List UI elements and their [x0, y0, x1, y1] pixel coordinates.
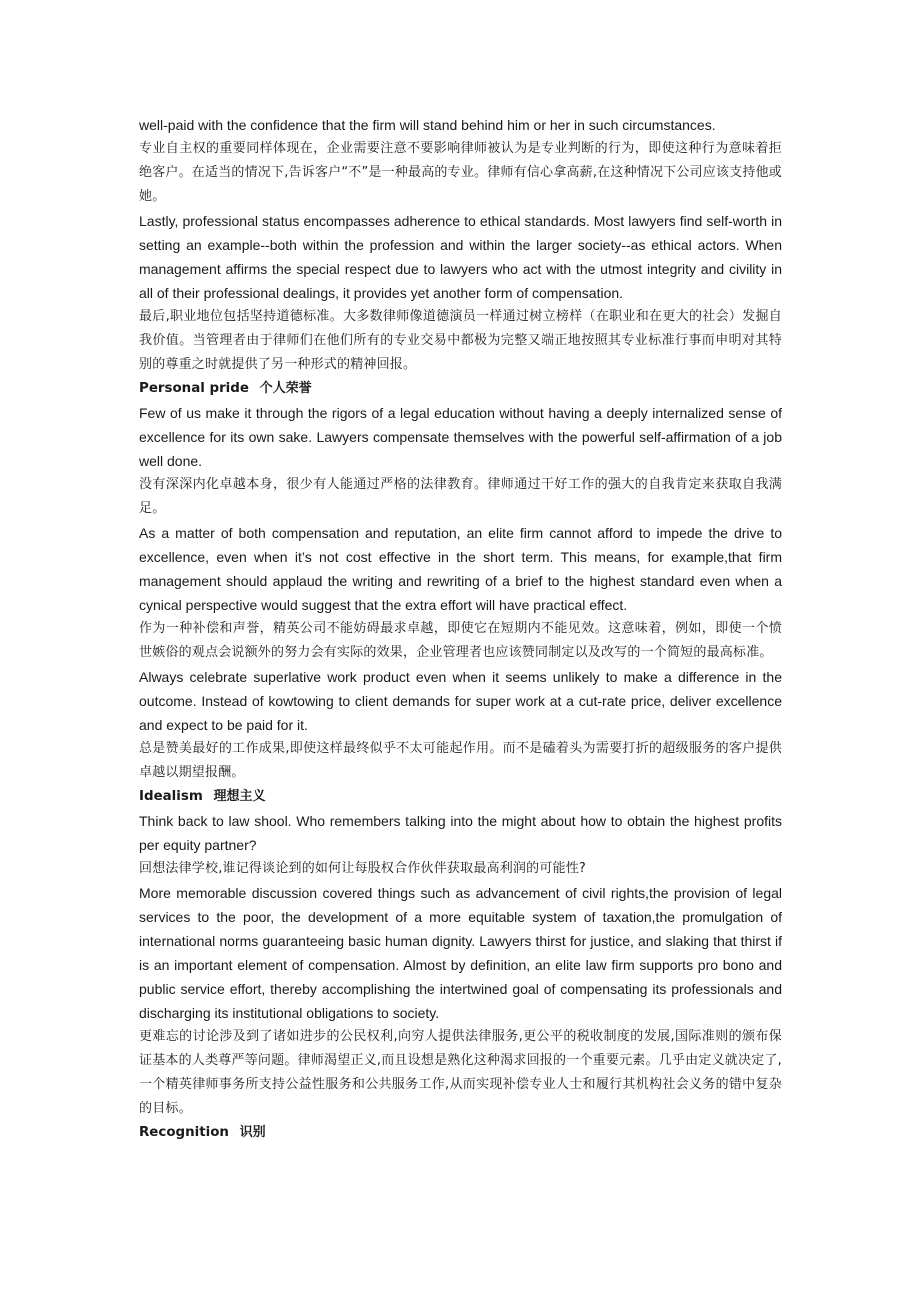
- section-heading-zh: 识别: [239, 1125, 266, 1140]
- section-personal-pride: [139, 377, 782, 785]
- section-heading-zh: 理想主义: [213, 789, 266, 804]
- paragraph-zh: 更难忘的讨论涉及到了诸如进步的公民权利,向穷人提供法律服务,更公平的税收制度的发展,国际准则的颁布保证基本的人类尊严等问题。律师渴望正义,而且设想是熟化这种渴求回报的一个重要元素。几乎由定义就决定了,一个精英律师事务所支持公益性服务和公共服务工作,从而实现补偿专业人士和履行其机构社会义务的错中复杂的目标。: [139, 1029, 782, 1116]
- section-heading-en: Personal pride: [139, 381, 249, 396]
- paragraph-en: Think back to law shool. Who remembers talking into the might about how to obtain the highest profits per equity partner?: [139, 813, 782, 853]
- paragraph-en: As a matter of both compensation and reputation, an elite firm cannot afford to impede the drive to excellence, even when it’s not cost effective in the short term. This means, for example,that firm management should applaud the writing and rewriting of a brief to the highest standard even when a cynical perspective would suggest that the extra effort will have practical effect.: [139, 525, 782, 613]
- paragraph-en: Few of us make it through the rigors of a legal education without having a deeply internalized sense of excellence for its own sake. Lawyers compensate themselves with the powerful self-affirmation of a job well done.: [139, 405, 782, 469]
- section-heading-en: Idealism: [139, 789, 203, 804]
- section-heading: [139, 785, 782, 809]
- paragraph-en: Always celebrate superlative work product even when it seems unlikely to make a difference in the outcome. Instead of kowtowing to client demands for super work at a cut-rate price, deliver excellence and expect to be paid for it.: [139, 669, 782, 733]
- paragraph-zh: 总是赞美最好的工作成果,即使这样最终似乎不太可能起作用。而不是磕着头为需要打折的超级服务的客户提供卓越以期望报酬。: [139, 741, 782, 780]
- section-recognition: [139, 1121, 782, 1145]
- paragraph-en: More memorable discussion covered things such as advancement of civil rights,the provision of legal services to the poor, the development of a more equitable system of taxation,the promulgation of international norms guaranteeing basic human dignity. Lawyers thirst for justice, and slaking that thirst if is an important element of compensation. Almost by definition, an elite law firm supports pro bono and public service effort, thereby accomplishing the intertwined goal of compensating its professionals and discharging its institutional obligations to society.: [139, 885, 782, 1021]
- paragraph-zh: 专业自主权的重要同样体现在，企业需要注意不要影响律师被认为是专业判断的行为，即使这种行为意味着拒绝客户。在适当的情况下,告诉客户“不”是一种最高的专业。律师有信心拿高薪,在这种情况下公司应该支持他或她。: [139, 141, 782, 204]
- paragraph-zh: 回想法律学校,谁记得谈论到的如何让每股权合作伙伴获取最高利润的可能性?: [139, 861, 587, 876]
- section-heading-zh: 个人荣誉: [259, 381, 312, 396]
- document-page: [139, 113, 782, 1145]
- section-heading: [139, 377, 782, 401]
- section-heading-en: Recognition: [139, 1125, 229, 1140]
- paragraph-en: Lastly, professional status encompasses adherence to ethical standards. Most lawyers find self-worth in setting an example--both within the profession and within the larger society--as ethical actors. When management affirms the special respect due to lawyers who act with the utmost integrity and civility in all of their professional dealings, it provides yet another form of compensation.: [139, 213, 782, 301]
- paragraph-zh: 作为一种补偿和声誉，精英公司不能妨碍最求卓越，即使它在短期内不能见效。这意味着，例如，即使一个愤世嫉俗的观点会说额外的努力会有实际的效果，企业管理者也应该赞同制定以及改写的一个简短的最高标准。: [139, 621, 782, 660]
- paragraph-zh: 没有深深内化卓越本身，很少有人能通过严格的法律教育。律师通过干好工作的强大的自我肯定来获取自我满足。: [139, 477, 782, 516]
- section-heading: [139, 1121, 782, 1145]
- paragraph-en: well-paid with the confidence that the firm will stand behind him or her in such circumstances.: [139, 117, 716, 133]
- paragraph-zh: 最后,职业地位包括坚持道德标准。大多数律师像道德演员一样通过树立榜样（在职业和在更大的社会）发掘自我价值。当管理者由于律师们在他们所有的专业交易中都极为完整又端正地按照其专业标准行事而申明对其特别的尊重之时就提供了另一种形式的精神回报。: [139, 309, 782, 372]
- section-idealism: [139, 785, 782, 1121]
